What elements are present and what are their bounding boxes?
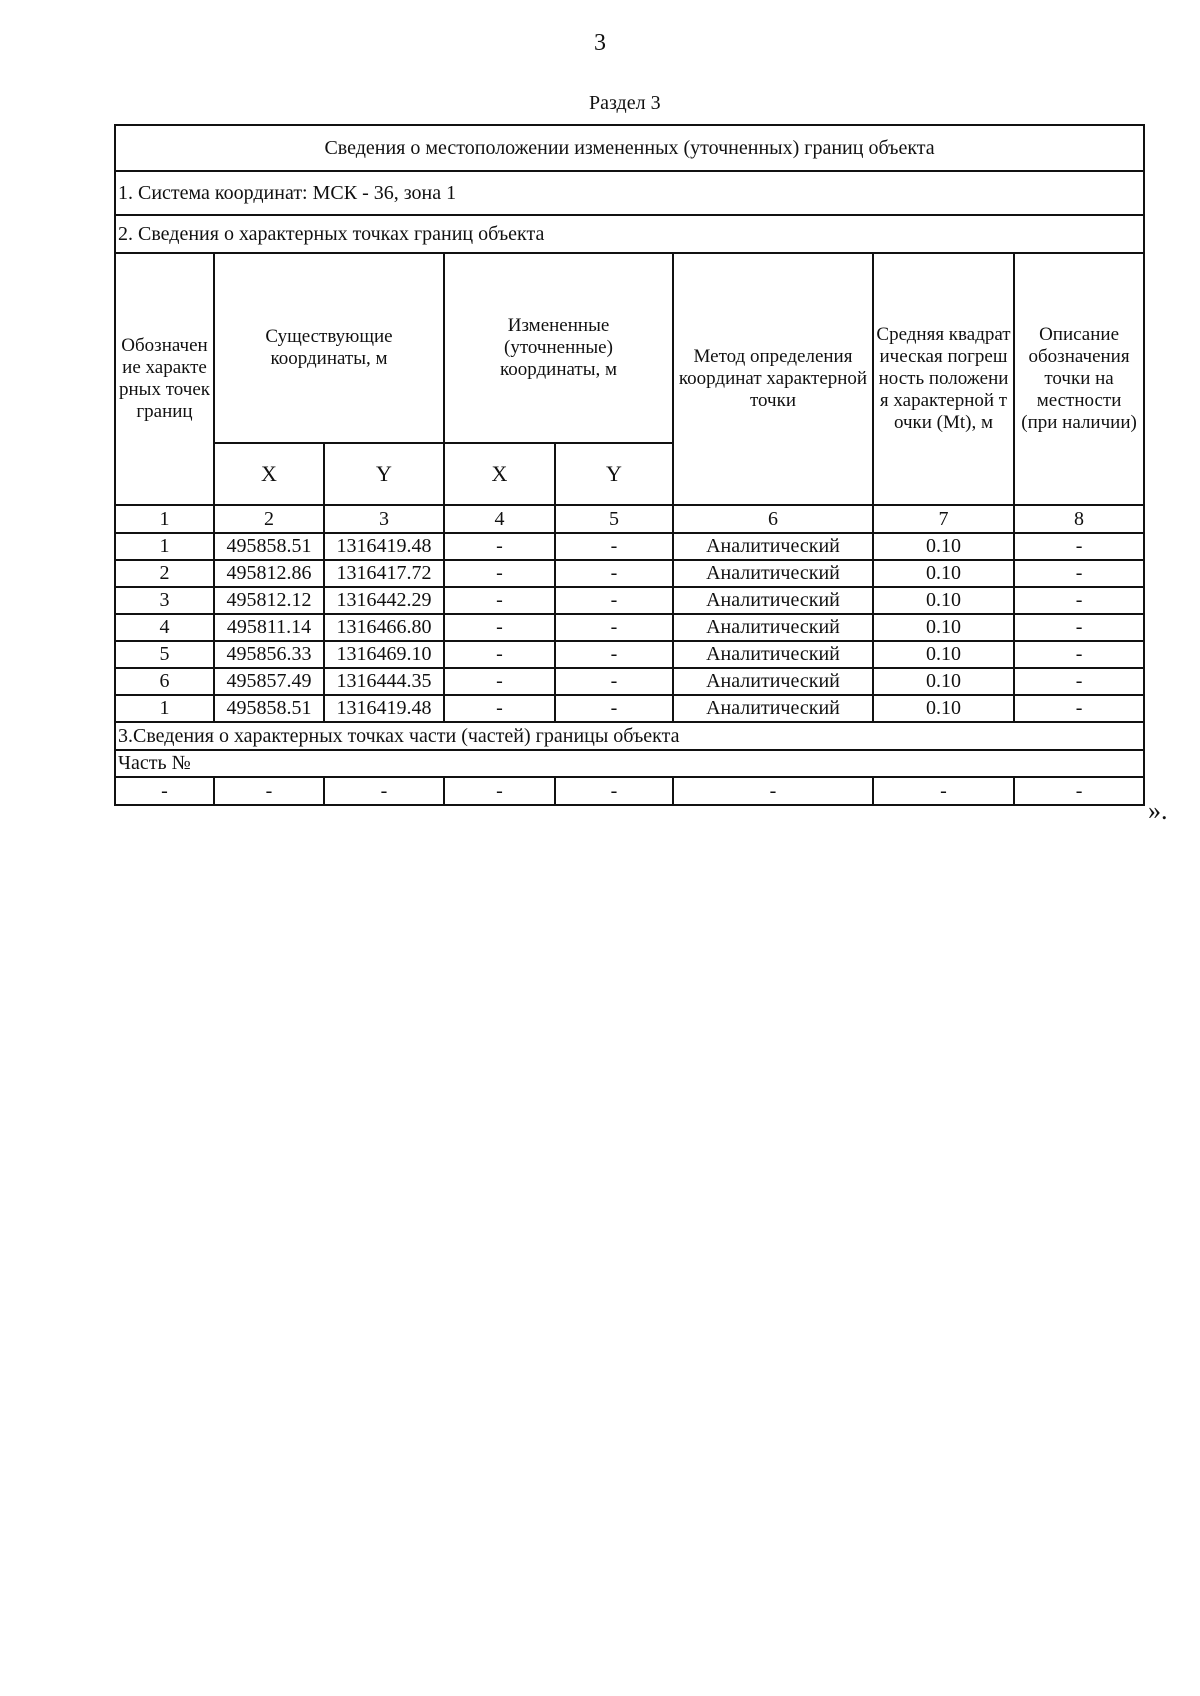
point-description: - (1014, 641, 1144, 668)
point-id: 1 (115, 695, 214, 722)
y-existing: 1316444.35 (324, 668, 444, 695)
mean-square-error: 0.10 (873, 641, 1014, 668)
header-point-designation: Обозначение характерных точек границ (115, 253, 214, 505)
point-description: - (1014, 533, 1144, 560)
x-changed: - (444, 668, 555, 695)
mean-square-error: 0.10 (873, 533, 1014, 560)
point-description: - (1014, 614, 1144, 641)
point-description: - (1014, 587, 1144, 614)
boundary-coordinates-table (114, 124, 1145, 806)
point-id: 1 (115, 533, 214, 560)
x-existing: 495856.33 (214, 641, 324, 668)
page-number: 3 (594, 30, 606, 56)
table-row (115, 587, 1144, 614)
table-row (115, 641, 1144, 668)
column-number: 8 (1014, 505, 1144, 533)
column-number-row (115, 505, 1144, 533)
x-existing: 495858.51 (214, 695, 324, 722)
x-changed: - (444, 560, 555, 587)
empty-cell: - (673, 777, 873, 805)
mean-square-error: 0.10 (873, 560, 1014, 587)
point-description: - (1014, 695, 1144, 722)
empty-cell: - (555, 777, 673, 805)
point-id: 2 (115, 560, 214, 587)
x-changed: - (444, 533, 555, 560)
method: Аналитический (673, 560, 873, 587)
method: Аналитический (673, 533, 873, 560)
y-changed: - (555, 641, 673, 668)
table-title: Сведения о местоположении измененных (уточненных) границ объекта (115, 125, 1144, 171)
method: Аналитический (673, 695, 873, 722)
header-x-changed: X (444, 443, 555, 505)
x-changed: - (444, 614, 555, 641)
method: Аналитический (673, 668, 873, 695)
y-changed: - (555, 614, 673, 641)
mean-square-error: 0.10 (873, 695, 1014, 722)
x-changed: - (444, 641, 555, 668)
x-changed: - (444, 695, 555, 722)
column-number: 7 (873, 505, 1014, 533)
column-number: 2 (214, 505, 324, 533)
empty-cell: - (1014, 777, 1144, 805)
section3-title: 3.Сведения о характерных точках части (частей) границы объекта (115, 722, 1144, 750)
y-existing: 1316417.72 (324, 560, 444, 587)
y-changed: - (555, 587, 673, 614)
y-existing: 1316442.29 (324, 587, 444, 614)
header-method: Метод определения координат характерной точки (673, 253, 873, 505)
point-description: - (1014, 560, 1144, 587)
x-existing: 495858.51 (214, 533, 324, 560)
method: Аналитический (673, 614, 873, 641)
point-id: 5 (115, 641, 214, 668)
y-changed: - (555, 533, 673, 560)
point-description: - (1014, 668, 1144, 695)
coordinate-system: 1. Система координат: МСК - 36, зона 1 (115, 171, 1144, 215)
point-id: 6 (115, 668, 214, 695)
table-row (115, 668, 1144, 695)
table-row (115, 533, 1144, 560)
x-existing: 495857.49 (214, 668, 324, 695)
mean-square-error: 0.10 (873, 614, 1014, 641)
method: Аналитический (673, 587, 873, 614)
part-number-label: Часть № (115, 750, 1144, 777)
column-number: 3 (324, 505, 444, 533)
y-changed: - (555, 668, 673, 695)
mean-square-error: 0.10 (873, 668, 1014, 695)
table-row (115, 560, 1144, 587)
method: Аналитический (673, 641, 873, 668)
header-y-existing: Y (324, 443, 444, 505)
column-number: 1 (115, 505, 214, 533)
column-number: 5 (555, 505, 673, 533)
y-existing: 1316469.10 (324, 641, 444, 668)
header-changed-coordinates: Измененные (уточненные) координаты, м (444, 253, 673, 443)
header-existing-coordinates: Существующие координаты, м (214, 253, 444, 443)
column-number: 4 (444, 505, 555, 533)
empty-cell: - (324, 777, 444, 805)
point-id: 3 (115, 587, 214, 614)
y-existing: 1316466.80 (324, 614, 444, 641)
mean-square-error: 0.10 (873, 587, 1014, 614)
column-number: 6 (673, 505, 873, 533)
empty-cell: - (873, 777, 1014, 805)
x-existing: 495812.86 (214, 560, 324, 587)
y-changed: - (555, 695, 673, 722)
empty-cell: - (115, 777, 214, 805)
x-existing: 495811.14 (214, 614, 324, 641)
header-point-description: Описание обозначения точки на местности (при наличии) (1014, 253, 1144, 505)
header-y-changed: Y (555, 443, 673, 505)
y-changed: - (555, 560, 673, 587)
section2-title: 2. Сведения о характерных точках границ объекта (115, 215, 1144, 253)
closing-quote-mark: ». (1148, 796, 1168, 825)
section-title: Раздел 3 (589, 92, 661, 114)
table-row (115, 695, 1144, 722)
table-row (115, 614, 1144, 641)
header-x-existing: X (214, 443, 324, 505)
empty-cell: - (214, 777, 324, 805)
y-existing: 1316419.48 (324, 533, 444, 560)
empty-cell: - (444, 777, 555, 805)
x-existing: 495812.12 (214, 587, 324, 614)
empty-part-row (115, 777, 1144, 805)
header-mean-square-error: Средняя квадратическая погрешность положения характерной точки (Mt), м (873, 253, 1014, 505)
x-changed: - (444, 587, 555, 614)
y-existing: 1316419.48 (324, 695, 444, 722)
point-id: 4 (115, 614, 214, 641)
